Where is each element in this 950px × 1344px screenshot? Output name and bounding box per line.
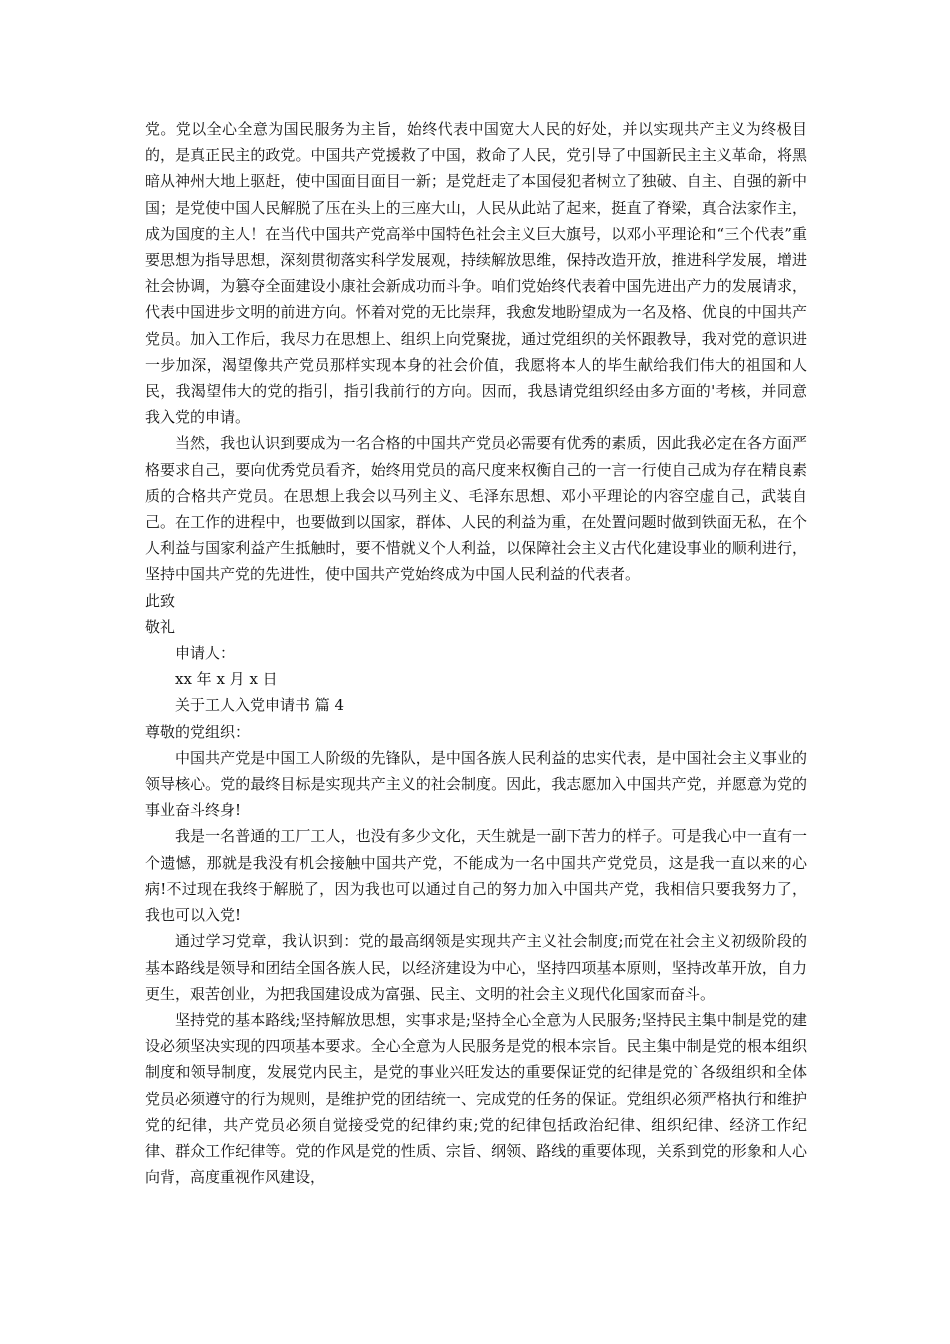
paragraph-1: 党。党以全心全意为国民服务为主旨，始终代表中国宽大人民的好处，并以实现共产主义为终极目的，是真正民主的政党。中国共产党援救了中国，救命了人民，党引导了中国新民主主义革命，将黑暗从神州大地上驱赶，使中国面目面目一新；是党赶走了本国侵犯者树立了独破、自主、自强的新中国；是党使中国人民解脱了压在头上的三座大山，人民从此站了起来，挺直了脊梁，真合法家作主，成为国度的主人！在当代中国共产党高举中国特色社会主义巨大旗号，以邓小平理论和“三个代表”重要思想为指导思想，深刻贯彻落实科学发展观，持续解放思维，保持改造开放，推进科学发展，增进社会协调，为篡夺全面建设小康社会新成功而斗争。咱们党始终代表着中国先进出产力的发展请求，代表中国进步文明的前进方向。怀着对党的无比崇拜，我愈发地盼望成为一名及格、优良的中国共产党员。加入工作后，我尽力在思想上、组织上向党聚拢，通过党组织的关怀跟教导，我对党的意识进一步加深，渴望像共产党员那样实现本身的社会价值，我愿将本人的毕生献给我们伟大的祖国和人民，我渴望伟大的党的指引，指引我前行的方向。因而，我恳请党组织经由多方面的'考核，并同意我入党的申请。 [145, 120, 807, 427]
document-body [145, 116, 807, 1190]
salutation: 尊敬的党组织： [145, 722, 251, 741]
applicant-signature: 申请人： [175, 644, 236, 663]
paragraph-6: 坚持党的基本路线;坚持解放思想，实事求是;坚持全心全意为人民服务;坚持民主集中制是党的建设必须坚决实现的四项基本要求。全心全意为人民服务是党的根本宗旨。民主集中制是党的根本组织制度和领导制度，发展党内民主，是党的事业兴旺发达的重要保证党的纪律是党的`各级组织和全体党员必须遵守的行为规则，是维护党的团结统一、完成党的任务的保证。党组织必须严格执行和维护党的纪律，共产党员必须自觉接受党的纪律约束;党的纪律包括政治纪律、组织纪律、经济工作纪律、群众工作纪律等。党的作风是党的性质、宗旨、纲领、路线的重要体现，关系到党的形象和人心向背，高度重视作风建设， [145, 1010, 807, 1187]
closing-line-1: 此致 [145, 591, 176, 610]
section-heading: 关于工人入党申请书 篇 4 [175, 696, 345, 715]
paragraph-5: 通过学习党章，我认识到：党的最高纲领是实现共产主义社会制度;而党在社会主义初级阶段的基本路线是领导和团结全国各族人民，以经济建设为中心，坚持四项基本原则，坚持改革开放，自力更生，艰苦创业，为把我国建设成为富强、民主、文明的社会主义现代化国家而奋斗。 [145, 932, 807, 1003]
paragraph-4: 我是一名普通的工厂工人，也没有多少文化，天生就是一副下苦力的样子。可是我心中一直有一个遗憾，那就是我没有机会接触中国共产党，不能成为一名中国共产党党员，这是我一直以来的心病!不过现在我终于解脱了，因为我也可以通过自己的努力加入中国共产党，我相信只要我努力了，我也可以入党! [145, 827, 807, 925]
application-date: xx 年 x 月 x 日 [175, 670, 278, 689]
paragraph-3: 中国共产党是中国工人阶级的先锋队，是中国各族人民利益的忠实代表，是中国社会主义事业的领导核心。党的最终目标是实现共产主义的社会制度。因此，我志愿加入中国共产党，并愿意为党的事业奋斗终身! [145, 748, 807, 820]
paragraph-2: 当然，我也认识到要成为一名合格的中国共产党员必需要有优秀的素质，因此我必定在各方面严格要求自己，要向优秀党员看齐，始终用党员的高尺度来权衡自己的一言一行使自己成为存在精良素质的合格共产党员。在思想上我会以马列主义、毛泽东思想、邓小平理论的内容空虚自己，武装自己。在工作的进程中，也要做到以国家，群体、人民的利益为重，在处置问题时做到铁面无私，在个人利益与国家利益产生抵触时，要不惜就义个人利益，以保障社会主义古代化建设事业的顺利进行，坚持中国共产党的先进性，使中国共产党始终成为中国人民利益的代表者。 [145, 434, 807, 584]
closing-line-2: 敬礼 [145, 617, 176, 636]
